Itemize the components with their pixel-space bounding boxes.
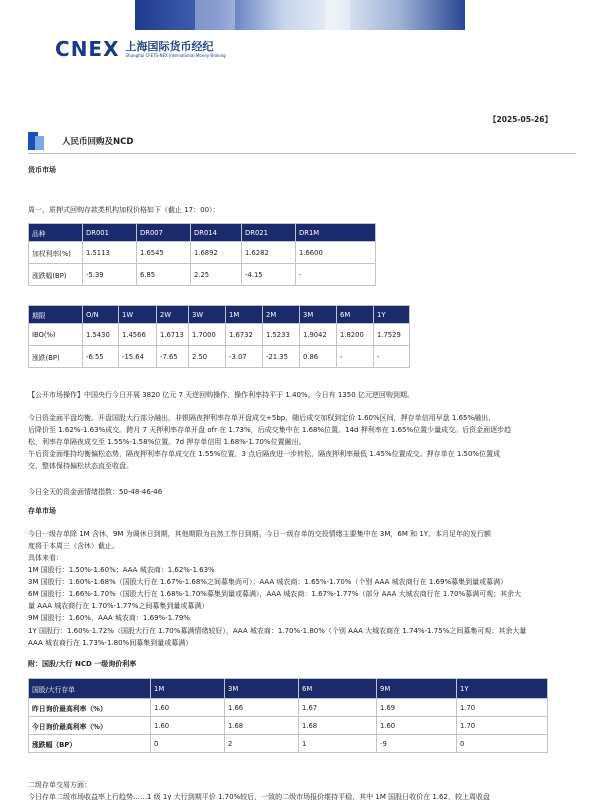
- table-cell: -: [296, 264, 376, 286]
- cd-para-line: 1Y 国股行：1.60%-1.72%（国股大行在 1.70%募满情绪较好），AAA 城农商：1.70%-1.80%（个别 AAA 大城农商在 1.74%-1.75%之间募集可观；其余大量: [28, 627, 527, 635]
- cd-para-line: 具体来看：: [28, 554, 63, 562]
- table-cell: IBO(%): [29, 324, 83, 346]
- table-header-cell: 1Y: [457, 679, 548, 699]
- table-cell: 1.6282: [242, 242, 296, 264]
- table-cell: -21.35: [263, 346, 300, 368]
- table-row: [29, 242, 376, 264]
- table-cell: 1.6713: [157, 324, 189, 346]
- table-header-cell: DR007: [137, 224, 191, 242]
- logo-english-name: Shanghai CFETS-NEX International Money Broking: [125, 52, 226, 58]
- table-header-row: [29, 679, 548, 699]
- logo-chinese-name: 上海国际货币经纪: [125, 39, 214, 53]
- table-cell: -: [337, 346, 374, 368]
- table-header-cell: 6M: [299, 679, 377, 699]
- table-cell: 1.70: [457, 699, 548, 717]
- table-header-cell: O/N: [83, 306, 119, 324]
- cd-para-line: 6M 国股行：1.66%-1.70%（国股大行在 1.68%-1.70%募集到量或募满），AAA 城农商：1.67%-1.77%（部分 AAA 大城农商行在 1.70%募满可观；其余大: [28, 590, 522, 598]
- cd-para-line: 今日一级存单除 1M 含休，9M 为调休日到期，其他期限为自然工作日到期。今日一级存单的交投情绪主要集中在 3M，6M 和 1Y。本月足年的发行额: [28, 530, 492, 538]
- cd-para-line: AAA 城农商行在 1.73%-1.80%间募集到量或募满）: [28, 639, 193, 647]
- table-cell: -5.39: [83, 264, 137, 286]
- table-header-cell: 3M: [300, 306, 337, 324]
- table-row: [29, 717, 548, 735]
- table-header-cell: 1Y: [374, 306, 410, 324]
- table-cell: 1.68: [299, 717, 377, 735]
- table-header-cell: 2M: [263, 306, 300, 324]
- table-cell: 1.60: [151, 717, 225, 735]
- table-cell: -4.15: [242, 264, 296, 286]
- table-cell: 涨跌幅（BP）: [29, 735, 151, 753]
- table-cell: 1.67: [299, 699, 377, 717]
- money-market-heading: 货币市场: [28, 166, 56, 174]
- table-cell: 1.6892: [191, 242, 242, 264]
- table-cell: 1: [299, 735, 377, 753]
- table-row: [29, 735, 548, 753]
- section-title: [28, 132, 133, 150]
- table-cell: 1.5233: [263, 324, 300, 346]
- table-header-cell: 9M: [377, 679, 457, 699]
- open-market-text: 【公开市场操作】中国央行今日开展 3820 亿元 7 天逆回购操作，操作利率持平于 1.40%。今日有 1350 亿元逆回购到期。: [28, 391, 414, 399]
- funding-para-line: 午后资金面维持均衡偏松态势，隔夜押利率存单成交在 1.55%位置，3 点后隔夜进一步转松，隔夜押利率最低 1.45%位置成交。押存单在 1.50%位置成: [28, 450, 501, 458]
- table-cell: 1.4566: [119, 324, 157, 346]
- table-header-cell: 期限: [29, 306, 83, 324]
- table-cell: 1.7529: [374, 324, 410, 346]
- table-cell: -7.65: [157, 346, 189, 368]
- table-cell: 涨跌幅(BP): [29, 264, 83, 286]
- table-cell: 2.50: [189, 346, 226, 368]
- table-cell: 1.5430: [83, 324, 119, 346]
- table-cell: -: [374, 346, 410, 368]
- table-cell: 0: [151, 735, 225, 753]
- header-banner-image: [135, 0, 465, 30]
- cd-para-line: 度将于本周三（含休）截止。: [28, 542, 119, 550]
- table-cell: 1.68: [225, 717, 299, 735]
- repo-rate-table: [28, 223, 376, 286]
- table-header-cell: 2W: [157, 306, 189, 324]
- section-title-text: 人民币回购及NCD: [62, 137, 134, 147]
- cd-para-line: 1M 国股行：1.50%-1.60%；AAA 城农商：1.62%-1.63%: [28, 566, 215, 574]
- table-cell: 1.5113: [83, 242, 137, 264]
- table-cell: 2: [225, 735, 299, 753]
- table-cell: 1.70: [457, 717, 548, 735]
- secondary-market-heading: 二级存单交易方面：: [28, 781, 91, 789]
- table-cell: -6.55: [83, 346, 119, 368]
- section-divider: [28, 153, 576, 154]
- repo-intro-text: 周一，质押式回购存款类机构加权价格如下（截止 17：00）：: [28, 206, 220, 214]
- ncd-rate-table: [28, 678, 548, 753]
- table-cell: 昨日询价最高利率（%）: [29, 699, 151, 717]
- table-cell: 2.25: [191, 264, 242, 286]
- cd-para-line: 9M 国股行：1.60%，AAA 城农商：1.69%-1.79%: [28, 614, 190, 622]
- table-cell: -15.64: [119, 346, 157, 368]
- appendix-heading: 附：国股/大行 NCD 一级询价利率: [28, 660, 137, 668]
- table-cell: 0.86: [300, 346, 337, 368]
- funding-para-line: 后降价至 1.62%-1.63%成交。跨月 7 天押利率存单开盘 ofr 在 1.73%，后成交集中在 1.68%位置。14d 押利率在 1.65%位置少量成交。后资金面逐步趋: [28, 426, 512, 434]
- funding-para-line: 松，利率存单隔夜成交至 1.55%-1.58%位置。7d 押存单信用 1.68%-1.70%位置融出。: [28, 438, 306, 446]
- table-header-cell: DR014: [191, 224, 242, 242]
- table-cell: 1.6545: [137, 242, 191, 264]
- table-header-cell: 6M: [337, 306, 374, 324]
- table-header-row: [29, 224, 376, 242]
- table-cell: 1.8200: [337, 324, 374, 346]
- table-cell: 加权利率(%): [29, 242, 83, 264]
- table-header-cell: DR021: [242, 224, 296, 242]
- logo-mark: CNEX: [55, 37, 120, 61]
- table-row: [29, 324, 410, 346]
- table-header-cell: 1M: [226, 306, 263, 324]
- secondary-market-text: 今日存单二级市场收益率上行趋势……1 级 1y 大行到期平价 1.70%较后，一致的二级市场报价维持平稳，其中 1M 国股日收价在 1.62，较上周收盘: [28, 793, 490, 800]
- section-block-icon: [28, 132, 44, 150]
- table-header-cell: 3W: [189, 306, 226, 324]
- table-cell: 1.7000: [189, 324, 226, 346]
- table-header-cell: 3M: [225, 679, 299, 699]
- cd-market-heading: 存单市场: [28, 507, 56, 515]
- table-cell: -3.07: [226, 346, 263, 368]
- table-cell: 1.69: [377, 699, 457, 717]
- table-cell: 0: [457, 735, 548, 753]
- table-cell: -9: [377, 735, 457, 753]
- table-cell: 1.60: [151, 699, 225, 717]
- table-header-cell: DR1M: [296, 224, 376, 242]
- table-header-cell: 国股/大行存单: [29, 679, 151, 699]
- table-header-row: [29, 306, 410, 324]
- table-cell: 1.9042: [300, 324, 337, 346]
- table-header-cell: 品种: [29, 224, 83, 242]
- ibo-rate-table: [28, 305, 410, 368]
- cd-para-line: 量 AAA 城农商行在 1.70%-1.77%之间募集到量或募满）: [28, 602, 209, 610]
- cd-para-line: 3M 国股行：1.60%-1.68%（国股大行在 1.67%-1.68%之间募集尚可）；AAA 城农商：1.65%-1.70%（个别 AAA 城农商行在 1.69%募集到量或募满）: [28, 578, 508, 586]
- funding-para-line: 交，整体保持偏松状态直至收盘。: [28, 462, 133, 470]
- sentiment-index: 今日全天的资金面情绪指数：50-48-46-46: [28, 488, 163, 496]
- company-logo: [55, 34, 226, 64]
- table-cell: 6.85: [137, 264, 191, 286]
- funding-para-line: 今日资金面平盘均衡。开盘国股大行部分融出，非银隔夜押利率存单开盘成交+5bp，随后成交加权到定价 1.60%区间，押存单信用早盘 1.65%融出，: [28, 414, 496, 422]
- table-header-cell: 1M: [151, 679, 225, 699]
- table-cell: 1.66: [225, 699, 299, 717]
- table-cell: 1.6600: [296, 242, 376, 264]
- table-row: [29, 699, 548, 717]
- table-header-cell: 1W: [119, 306, 157, 324]
- table-row: [29, 346, 410, 368]
- table-cell: 涨跌(BP): [29, 346, 83, 368]
- report-date: 【2025-05-26】: [489, 115, 552, 124]
- table-cell: 1.60: [377, 717, 457, 735]
- table-row: [29, 264, 376, 286]
- table-cell: 今日询价最高利率（%）: [29, 717, 151, 735]
- table-header-cell: DR001: [83, 224, 137, 242]
- table-cell: 1.6732: [226, 324, 263, 346]
